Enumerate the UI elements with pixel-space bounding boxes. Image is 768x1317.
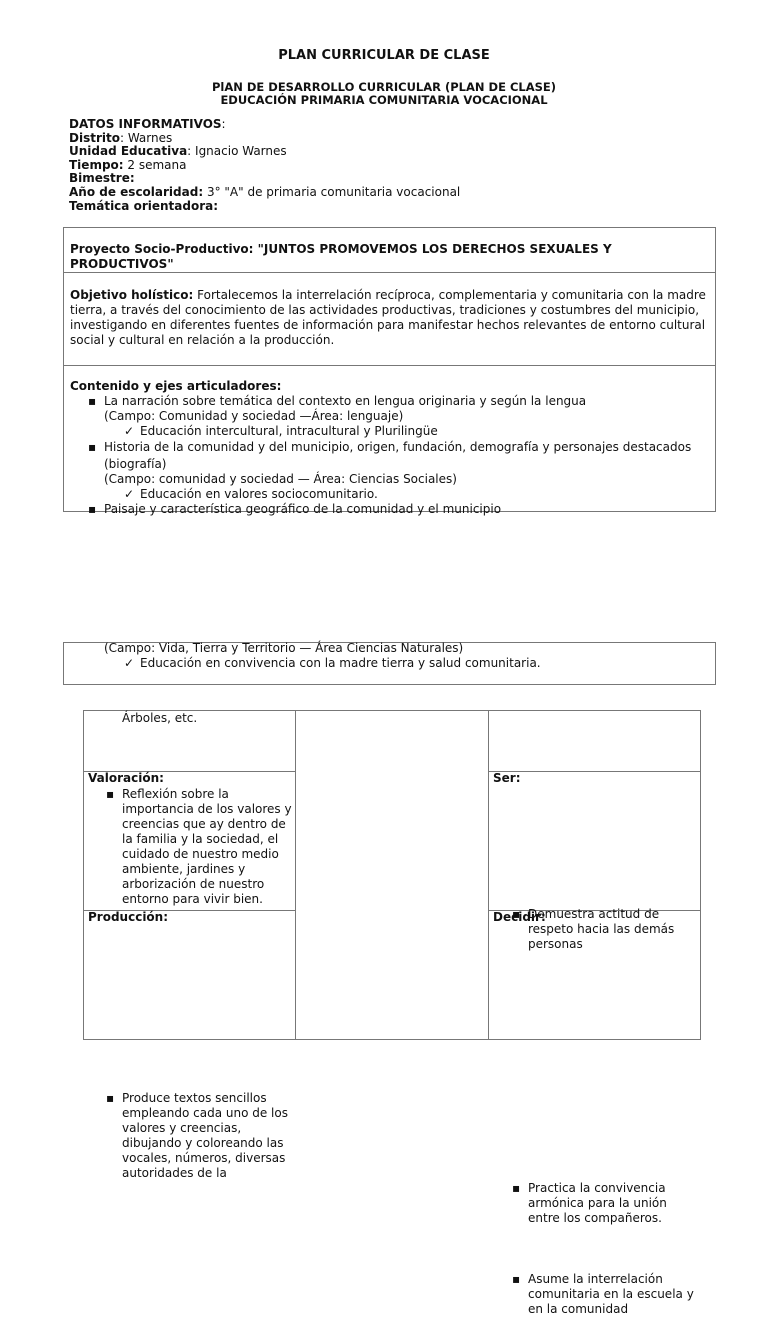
distrito-label: Distrito	[69, 130, 120, 145]
list-item: ▪ Historia de la comunidad y del municipio, origen, fundación, demografía y personajes destacados	[104, 440, 714, 455]
valoracion-line: importancia de los valores y	[122, 802, 292, 816]
datos-header: DATOS INFORMATIVOS	[69, 117, 222, 131]
campo-text: (Campo: Comunidad y sociedad —Área: lenguaje)	[104, 409, 404, 423]
decidir-line: comunitaria en la escuela y	[528, 1287, 694, 1301]
valoracion-line: arborización de nuestro	[122, 877, 265, 891]
tiempo-value: 2 semana	[123, 157, 187, 172]
produccion-label: Producción:	[88, 910, 169, 924]
decidir-line: armónica para la unión	[528, 1196, 667, 1210]
list-item: ▪ La narración sobre temática del contexto en lengua originaria y según la lengua	[104, 394, 714, 409]
arboles-text: Árboles, etc.	[122, 711, 198, 725]
objetivo-line: tierra, a través del conocimiento de las actividades productivas, tradiciones y costumbres del municipio,	[70, 303, 700, 317]
produccion-item	[122, 1091, 292, 1181]
decidir-line: en la comunidad	[528, 1302, 629, 1316]
decidir-item	[528, 1181, 698, 1226]
eje-item: ✓ Educación en valores sociocomunitario.	[140, 487, 714, 502]
tematica-label: Temática orientadora:	[69, 198, 219, 213]
objetivo-line: Fortalecemos la interrelación recíproca, complementaria y comunitaria con la madre	[193, 288, 706, 302]
produccion-line: autoridades de la	[122, 1166, 227, 1180]
decidir-item	[528, 1272, 698, 1317]
campo-text: (Campo: Vida, Tierra y Territorio — Área Ciencias Naturales)	[104, 641, 464, 655]
eje-item: ✓ Educación intercultural, intracultural y Plurilingüe	[140, 424, 714, 439]
decidir-line: ▪ Practica la convivencia	[528, 1181, 666, 1195]
ser-item	[528, 907, 698, 952]
list-item: ▪ Paisaje y característica geográfico de la comunidad y el municipio	[104, 502, 714, 517]
contenido-box	[63, 365, 716, 516]
distrito-value: : Warnes	[119, 130, 173, 145]
anio-value: 3° "A" de primaria comunitaria vocacional	[203, 184, 461, 199]
valoracion-line: ▪ Reflexión sobre la	[122, 787, 229, 801]
ser-line: personas	[528, 937, 583, 951]
table-divider	[488, 710, 489, 1040]
ser-line: respeto hacia las demás	[528, 922, 675, 936]
page-subtitle-1: PlAN DE DESARROLLO CURRICULAR (PLAN DE CLASE)	[211, 80, 557, 94]
produccion-line: dibujando y coloreando las	[122, 1136, 284, 1150]
datos-informativos: DATOS INFORMATIVOS: Distrito: Warnes Unidad Educativa: Ignacio Warnes Tiempo: 2 semana Bimestre: Año de escolaridad: 3° "A" de primaria comunitaria vocacional Temática orientadora:	[69, 117, 461, 213]
valoracion-line: cuidado de nuestro medio	[122, 847, 279, 861]
valoracion-label: Valoración:	[88, 771, 164, 785]
campo-text: (Campo: comunidad y sociedad — Área: Ciencias Sociales)	[104, 472, 457, 486]
produccion-line: ▪ Produce textos sencillos	[122, 1091, 267, 1105]
valoracion-item	[122, 787, 292, 907]
contenido-list	[104, 394, 714, 517]
ser-line: ▪ Demuestra actitud de	[528, 907, 660, 921]
page-title: PLAN CURRICULAR DE CLASE	[278, 48, 490, 63]
objetivo-box	[63, 272, 716, 366]
proyecto-box	[63, 227, 716, 273]
decidir-label: Decidir:	[493, 910, 546, 924]
produccion-line: empleando cada uno de los	[122, 1106, 288, 1120]
produccion-line: valores y creencias,	[122, 1121, 242, 1135]
eje-item: ✓ Educación en convivencia con la madre tierra y salud comunitaria.	[140, 656, 768, 671]
table-divider	[295, 710, 296, 1040]
unidad-label: Unidad Educativa	[69, 144, 188, 159]
anio-label: Año de escolaridad:	[69, 184, 204, 199]
objetivo-line: social y cultural en relación a la producción.	[70, 333, 335, 347]
objetivo-text	[70, 288, 706, 348]
valoracion-line: creencias que ay dentro de	[122, 817, 286, 831]
list-item-cont: (biografía)	[104, 457, 167, 471]
contenido-label: Contenido y ejes articuladores:	[70, 379, 282, 393]
decidir-line: entre los compañeros.	[528, 1211, 662, 1225]
proyecto-text: Proyecto Socio-Productivo: "JUNTOS PROMOVEMOS LOS DERECHOS SEXUALES Y PRODUCTIVOS"	[70, 242, 612, 271]
decidir-line: ▪ Asume la interrelación	[528, 1272, 663, 1286]
objetivo-line: investigando en diferentes fuentes de información para manifestar hechos relevantes de entorno cultural	[70, 318, 706, 332]
tiempo-label: Tiempo:	[69, 157, 124, 172]
valoracion-line: la familia y la sociedad, el	[122, 832, 279, 846]
page-subtitle-2: EDUCACIÓN PRIMARIA COMUNITARIA VOCACIONAL	[220, 93, 548, 107]
produccion-line: vocales, números, diversas	[122, 1151, 286, 1165]
valoracion-line: ambiente, jardines y	[122, 862, 246, 876]
unidad-value: : Ignacio Warnes	[187, 144, 287, 159]
objetivo-label: Objetivo holístico:	[70, 288, 194, 302]
bimestre-label: Bimestre:	[69, 171, 135, 186]
continuation-box	[63, 642, 716, 685]
ser-label: Ser:	[493, 771, 521, 785]
valoracion-line: entorno para vivir bien.	[122, 892, 263, 906]
